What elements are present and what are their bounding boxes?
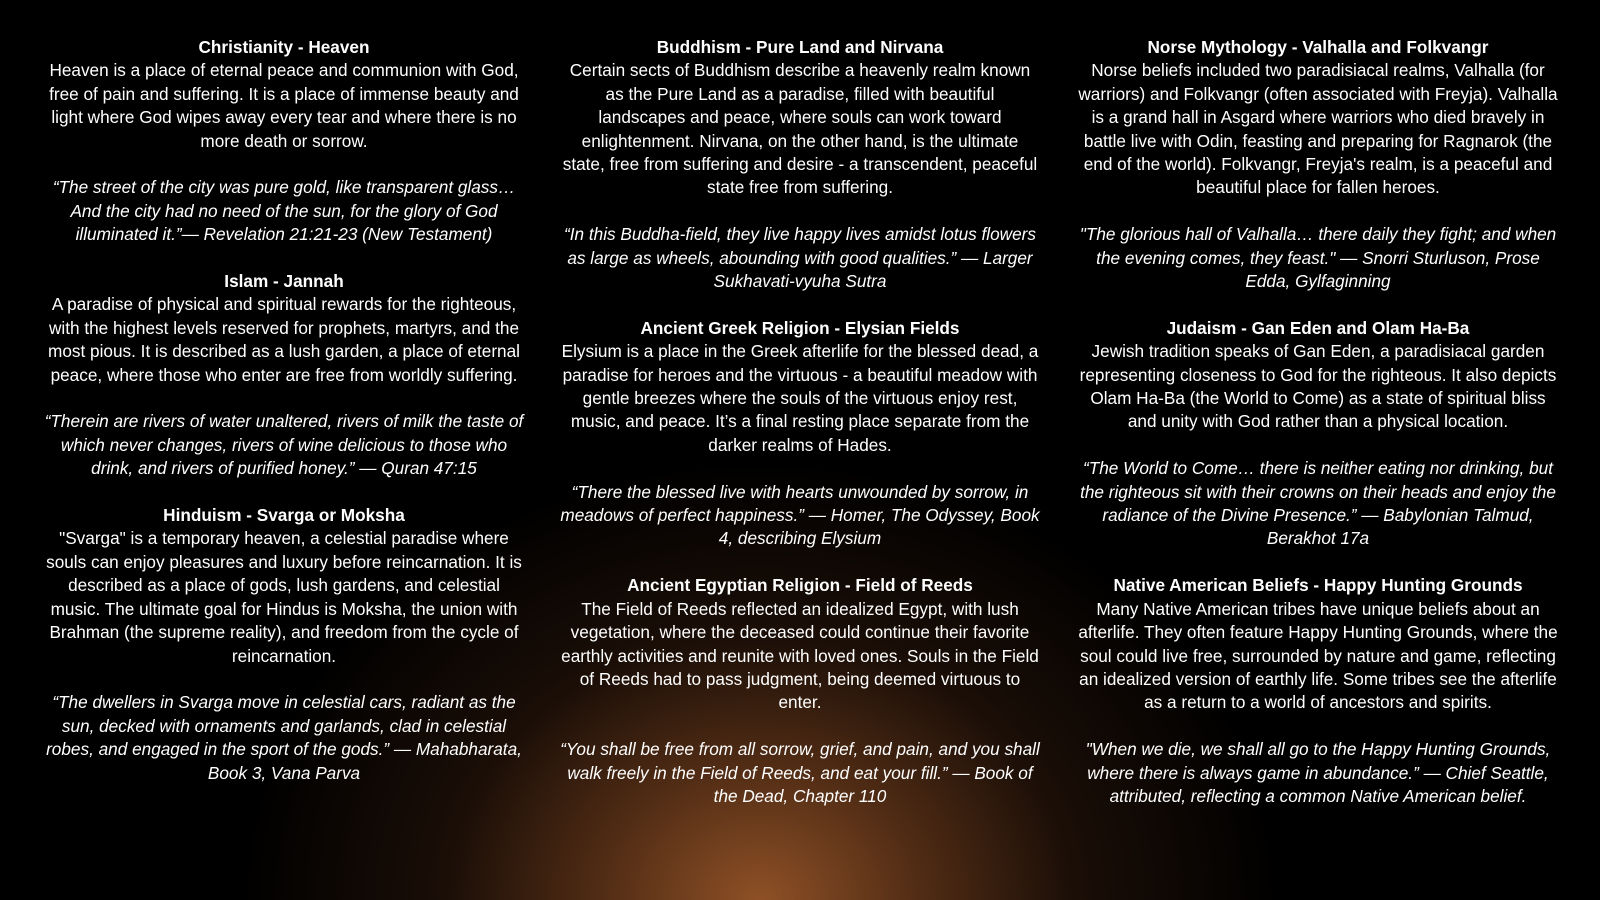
section-judaism [1078, 317, 1558, 551]
section-hinduism [44, 504, 524, 785]
section-title: Ancient Greek Religion - Elysian Fields [640, 317, 960, 338]
section-quote: “You shall be free from all sorrow, grief, and pain, and you shall walk freely in the Field of Reeds, and eat your fill.” — Book of the Dead, Chapter 110 [560, 739, 1040, 806]
section-islam [44, 270, 524, 481]
section-description: "Svarga" is a temporary heaven, a celestial paradise where souls can enjoy pleasures and luxury before reincarnation. It is described as a place of gods, lush gardens, and celestial music. The ultimate goal for Hindus is Moksha, the union with Brahman (the supreme reality), and freedom from the cycle of reincarnation. [46, 528, 522, 666]
section-title: Judaism - Gan Eden and Olam Ha-Ba [1166, 317, 1470, 338]
section-quote: “The street of the city was pure gold, like transparent glass… And the city had no need of the sun, for the glory of God illuminated it.”— Revelation 21:21-23 (New Testament) [52, 177, 516, 245]
section-title: Norse Mythology - Valhalla and Folkvangr [1147, 37, 1489, 57]
section-quote: "The glorious hall of Valhalla… there daily they fight; and when the evening comes, they feast." — Snorri Sturluson, Prose Edda, Gylfaginning [1079, 224, 1557, 292]
section-buddhism [560, 36, 1040, 293]
section-quote: “In this Buddha-field, they live happy lives amidst lotus flowers as large as wheels, abounding with good qualities.” — Larger Sukhavati-vyuha Sutra [564, 224, 1036, 292]
section-title: Christianity - Heaven [198, 37, 370, 57]
section-title: Islam - Jannah [224, 271, 344, 292]
section-description: Elysium is a place in the Greek afterlife for the blessed dead, a paradise for heroes and the virtuous - a beautiful meadow with gentle breezes where the souls of the virtuous enjoy rest, music, and peace. It’s a final resting place separate from the darker realms of Hades. [561, 341, 1039, 455]
section-quote: “Therein are rivers of water unaltered, rivers of milk the taste of which never changes, rivers of wine delicious to those who drink, and rivers of purified honey.” — Quran 47:15 [44, 411, 524, 479]
section-greek [560, 317, 1040, 551]
section-description: Norse beliefs included two paradisiacal realms, Valhalla (for warriors) and Folkvangr (often associated with Freyja). Valhalla is a grand hall in Asgard where warriors who died bravely in battle live with Odin, feasting and preparing for Ragnarok (the end of the world). Folkvangr, Freyja's realm, is a peaceful and beautiful place for fallen heroes. [1078, 60, 1558, 198]
section-quote: "When we die, we shall all go to the Happy Hunting Grounds, where there is always game in abundance.” — Chief Seattle, attributed, reflecting a common Native American belief. [1085, 739, 1551, 806]
section-description: Heaven is a place of eternal peace and communion with God, free of pain and suffering. It is a place of immense beauty and light where God wipes away every tear and where there is no more death or sorrow. [49, 60, 519, 151]
section-egyptian [560, 574, 1040, 808]
section-native-american [1078, 574, 1558, 808]
section-title: Native American Beliefs - Happy Hunting Grounds [1113, 575, 1523, 596]
section-title: Ancient Egyptian Religion - Field of Reeds [627, 575, 973, 596]
section-norse [1078, 36, 1558, 293]
section-quote: “The World to Come… there is neither eating nor drinking, but the righteous sit with their crowns on their heads and enjoy the radiance of the Divine Presence.” — Babylonian Talmud, Berakhot 17a [1080, 458, 1556, 549]
section-description: The Field of Reeds reflected an idealized Egypt, with lush vegetation, where the deceased could continue their favorite earthly activities and reunite with loved ones. Souls in the Field of Reeds had to pass judgment, being deemed virtuous to enter. [561, 598, 1039, 713]
section-quote: “The dwellers in Svarga move in celestial cars, radiant as the sun, decked with ornaments and garlands, clad in celestial robes, and engaged in the sport of the gods.” — Mahabharata, Book 3, Vana Parva [46, 692, 522, 783]
section-description: Certain sects of Buddhism describe a heavenly realm known as the Pure Land as a paradise, filled with beautiful landscapes and peace, where souls can work toward enlightenment. Nirvana, on the other hand, is the ultimate state, free from suffering and desire - a transcendent, peaceful state free from suffering. [562, 60, 1038, 198]
column-left [44, 36, 524, 808]
section-description: Many Native American tribes have unique beliefs about an afterlife. They often feature Happy Hunting Grounds, where the soul could live free, surrounded by nature and game, reflecting an idealized version of earthly life. Some tribes see the afterlife as a return to a world of ancestors and spirits. [1078, 598, 1558, 713]
column-right [1078, 36, 1558, 832]
section-title: Hinduism - Svarga or Moksha [163, 505, 405, 526]
section-christianity [44, 36, 524, 247]
column-middle [560, 36, 1040, 832]
section-description: Jewish tradition speaks of Gan Eden, a paradisiacal garden representing closeness to God for the righteous. It also depicts Olam Ha-Ba (the World to Come) as a state of spiritual bliss and unity with God rather than a physical location. [1079, 341, 1557, 432]
section-title: Buddhism - Pure Land and Nirvana [656, 37, 944, 57]
section-quote: “There the blessed live with hearts unwounded by sorrow, in meadows of perfect happiness.” — Homer, The Odyssey, Book 4, describing Elysium [560, 481, 1040, 549]
section-description: A paradise of physical and spiritual rewards for the righteous, with the highest levels reserved for prophets, martyrs, and the most pious. It is described as a lush garden, a place of eternal peace, where those who enter are free from worldly suffering. [48, 294, 520, 385]
